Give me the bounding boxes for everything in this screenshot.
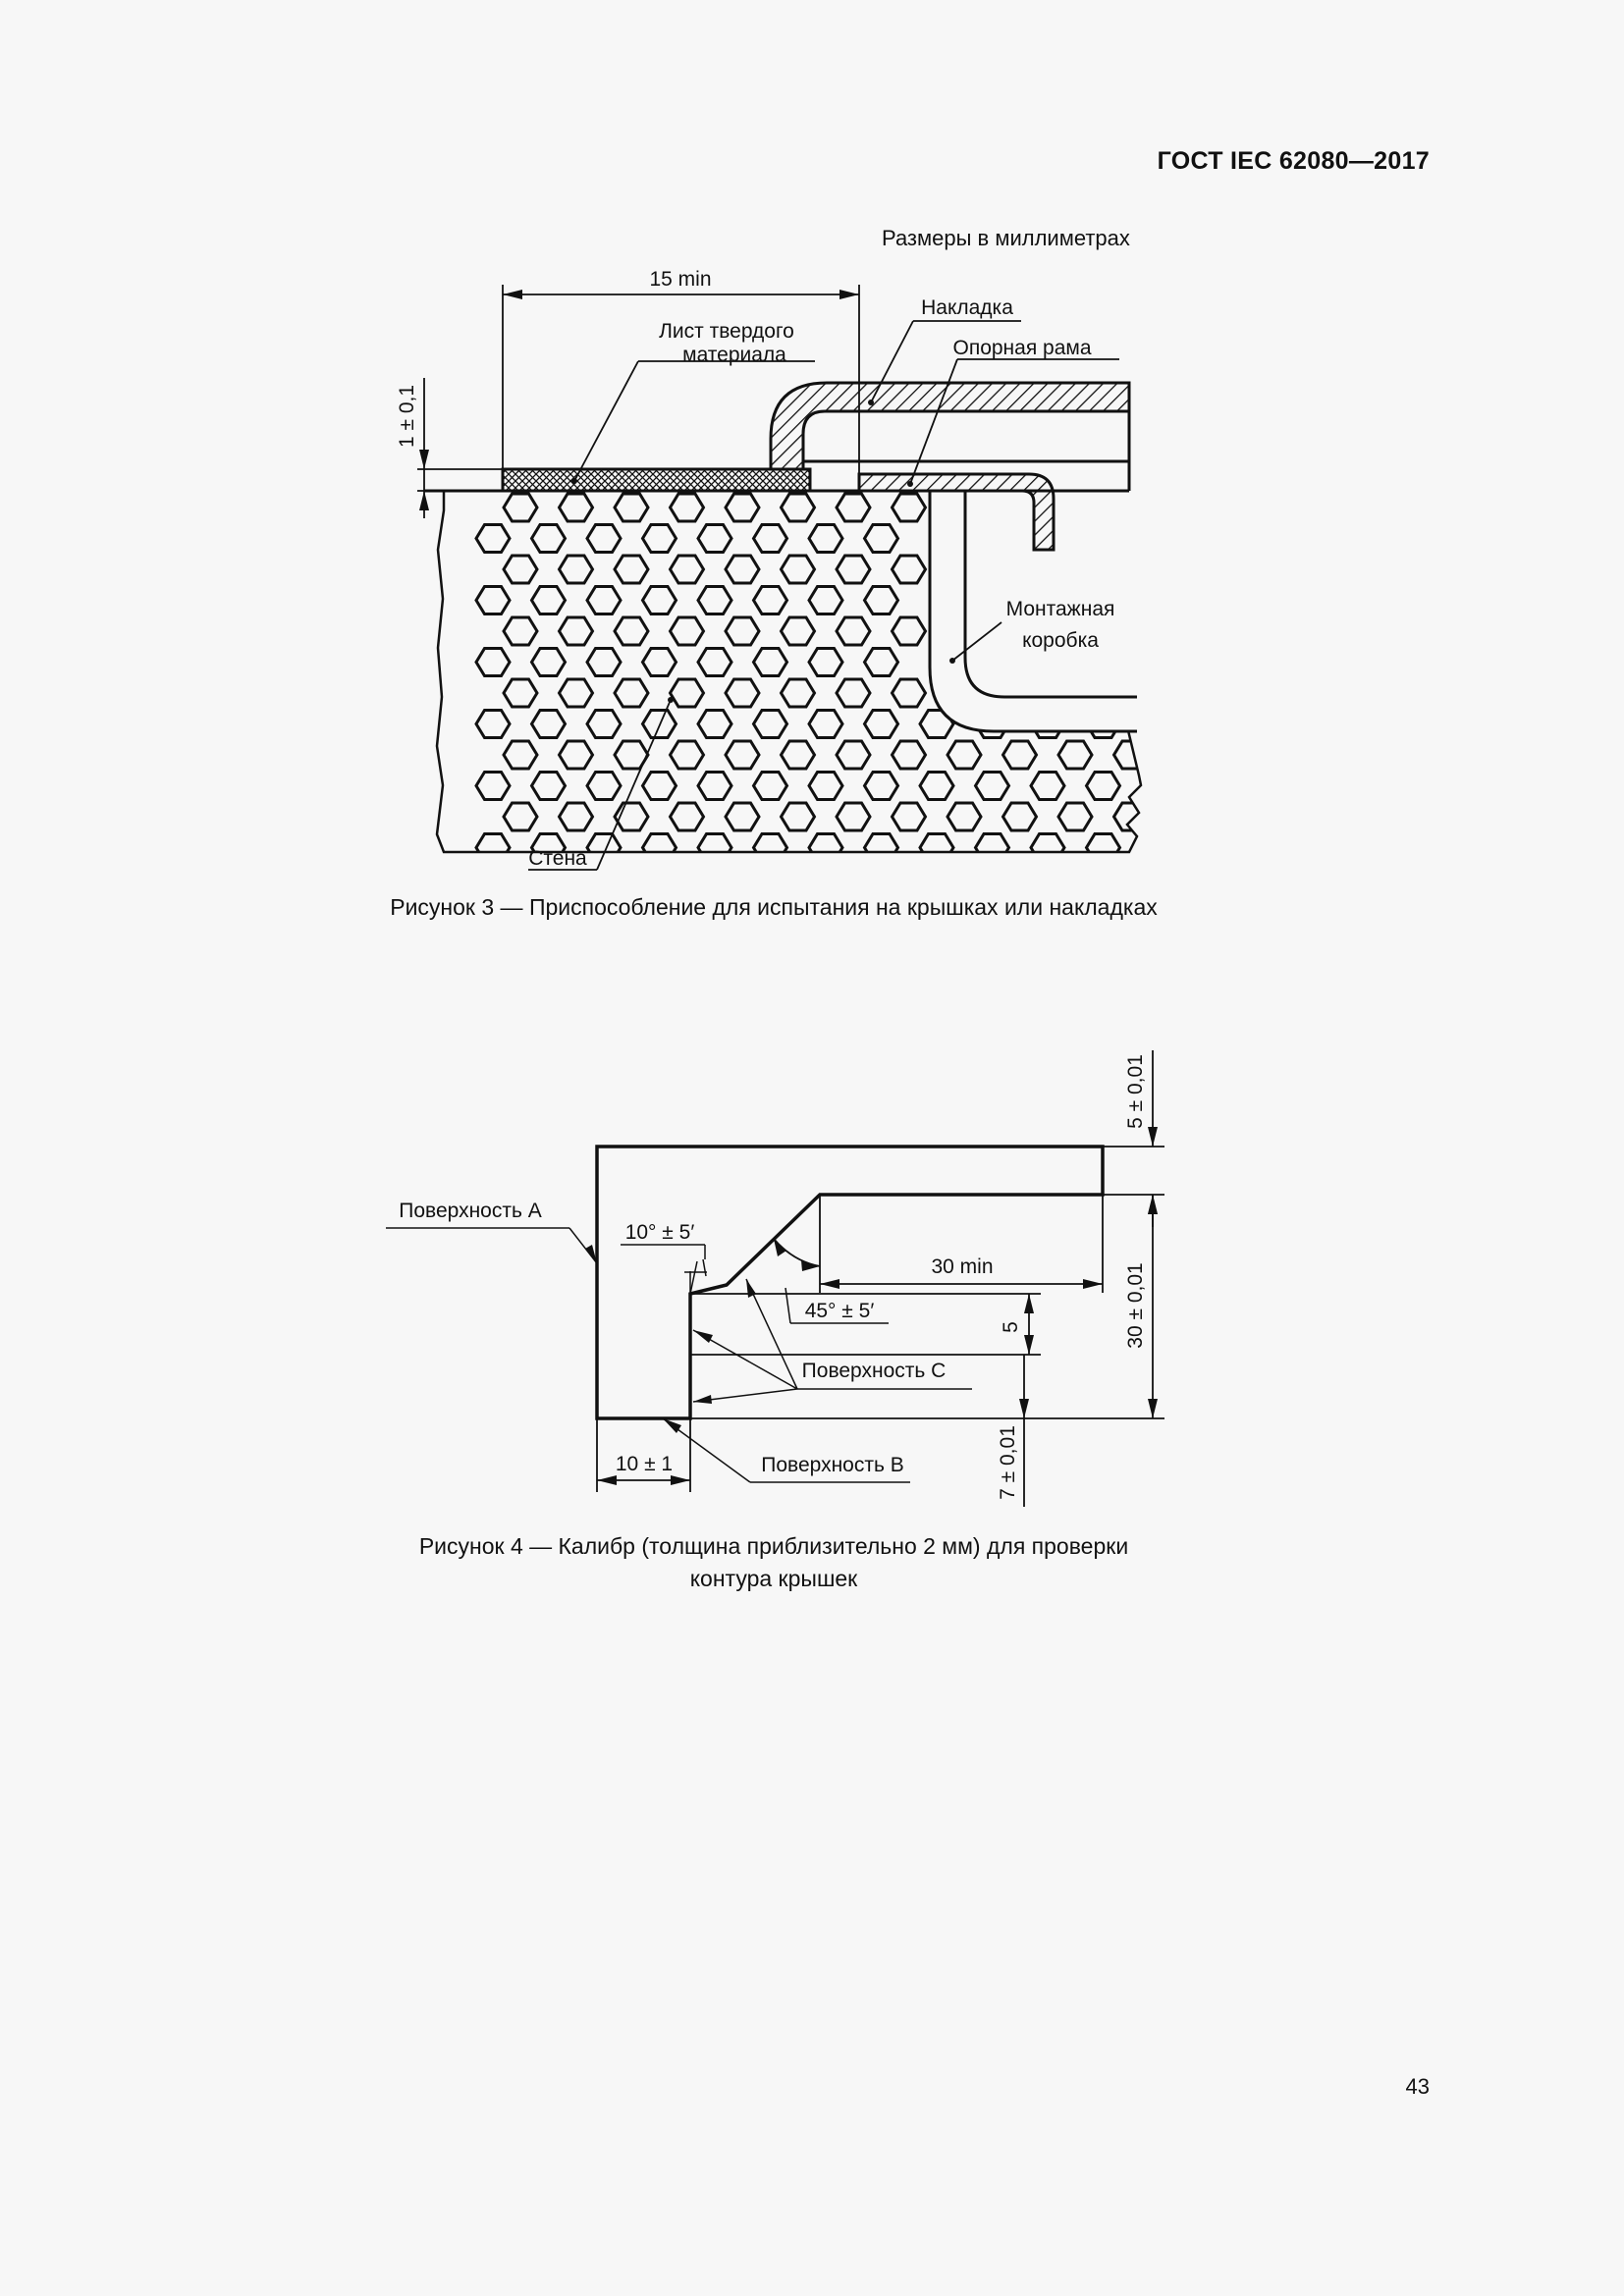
- wall-hexagon: [865, 649, 898, 676]
- wall-hexagon: [893, 679, 926, 707]
- wall-hexagon: [809, 587, 842, 614]
- wall-hexagon: [782, 803, 815, 830]
- wall-hexagon: [754, 834, 787, 862]
- wall-hexagon: [837, 494, 870, 521]
- wall-hexagon: [587, 834, 621, 862]
- wall-hexagon: [698, 773, 731, 800]
- wall-hexagon: [587, 587, 621, 614]
- page-number: 43: [1405, 2074, 1430, 2099]
- units-note: Размеры в миллиметрах: [882, 226, 1130, 250]
- wall-hexagon: [782, 617, 815, 645]
- wall-hexagon: [587, 525, 621, 553]
- wall-hexagon: [504, 556, 537, 583]
- label-mounting-box-line2: коробка: [1022, 629, 1099, 652]
- wall-hexagon: [782, 494, 815, 521]
- wall-hexagon: [726, 741, 759, 769]
- wall-hexagon: [615, 679, 648, 707]
- wall-hexagon: [698, 587, 731, 614]
- wall-hexagon: [476, 773, 510, 800]
- figure-4: [373, 1036, 1198, 1526]
- wall-hexagon: [1058, 741, 1092, 769]
- wall-hexagon: [532, 773, 566, 800]
- wall-hexagon: [615, 556, 648, 583]
- label-overlay: Накладка: [921, 296, 1013, 319]
- dim-30-tol: 30 ± 0,01: [1124, 1262, 1147, 1349]
- wall-hexagon: [643, 834, 677, 862]
- wall-hexagon: [865, 773, 898, 800]
- wall-hexagon: [754, 649, 787, 676]
- wall-hexagon: [698, 834, 731, 862]
- wall-hexagon: [893, 617, 926, 645]
- wall-hexagon: [560, 679, 593, 707]
- figure-4-caption: [356, 1530, 1191, 1595]
- wall-hexagon: [754, 711, 787, 738]
- label-surface-c: Поверхность С: [801, 1360, 947, 1382]
- label-surface-a: Поверхность А: [399, 1200, 542, 1222]
- wall-hexagon: [754, 525, 787, 553]
- wall-hexagon: [671, 556, 704, 583]
- figure-4-caption-line1: Рисунок 4 — Калибр (толщина приблизительно 2 мм) для проверки: [418, 1533, 1129, 1559]
- wall-hexagon: [865, 525, 898, 553]
- dim-30-min: 30 min: [931, 1255, 994, 1278]
- wall-hexagon: [504, 494, 537, 521]
- wall-hexagon: [504, 803, 537, 830]
- wall-hexagon: [809, 834, 842, 862]
- wall-hexagon: [643, 649, 677, 676]
- figure-3-drawing: [373, 250, 1159, 879]
- wall-hexagon: [947, 741, 981, 769]
- wall-hexagon: [587, 773, 621, 800]
- wall-hexagon: [893, 494, 926, 521]
- wall-hexagon: [476, 649, 510, 676]
- wall-hexagon: [560, 494, 593, 521]
- wall-hexagon: [671, 494, 704, 521]
- wall-hexagon: [532, 649, 566, 676]
- dim-5-tol: 5 ± 0,01: [1124, 1054, 1147, 1129]
- label-sheet-line2: материала: [682, 344, 786, 366]
- wall-hexagon: [809, 525, 842, 553]
- wall-hexagon: [587, 649, 621, 676]
- wall-hexagon: [865, 587, 898, 614]
- dim-thickness: 1 ± 0,1: [396, 384, 418, 449]
- wall-hexagon: [809, 711, 842, 738]
- wall-hexagon: [615, 617, 648, 645]
- figure-4-caption-line2: контура крышек: [689, 1566, 858, 1591]
- label-sheet-line1: Лист твердого: [659, 320, 794, 343]
- hard-sheet: [503, 469, 810, 491]
- wall-hexagon: [754, 587, 787, 614]
- wall-hexagon: [726, 556, 759, 583]
- wall-hexagon: [643, 773, 677, 800]
- wall-hexagon: [837, 617, 870, 645]
- wall-hexagon: [976, 834, 1009, 862]
- wall-hexagon: [726, 679, 759, 707]
- label-wall: Стена: [528, 847, 587, 870]
- wall-hexagon: [587, 711, 621, 738]
- figure-3: [373, 250, 1159, 879]
- wall-hexagon: [671, 679, 704, 707]
- wall-hexagon: [837, 556, 870, 583]
- wall-hexagon: [726, 803, 759, 830]
- wall-hexagon: [476, 587, 510, 614]
- wall-hexagon: [698, 711, 731, 738]
- wall-hexagon: [920, 773, 953, 800]
- wall-hexagon: [643, 587, 677, 614]
- wall-hexagon: [809, 773, 842, 800]
- wall-hexagon: [671, 803, 704, 830]
- dim-5: 5: [1000, 1321, 1022, 1333]
- wall-hexagon: [1031, 773, 1064, 800]
- wall-hexagon: [976, 773, 1009, 800]
- wall-hexagon: [1058, 803, 1092, 830]
- wall-hexagon: [532, 711, 566, 738]
- wall-hexagon: [920, 834, 953, 862]
- wall-hexagon: [504, 679, 537, 707]
- dim-7-tol: 7 ± 0,01: [997, 1425, 1019, 1500]
- wall-hexagon: [560, 741, 593, 769]
- figure-4-drawing: [373, 1036, 1198, 1526]
- wall-hexagon: [560, 617, 593, 645]
- wall-hexagon: [865, 711, 898, 738]
- label-support-frame: Опорная рама: [952, 337, 1092, 359]
- wall-hexagon: [782, 741, 815, 769]
- overlay-plate: [771, 383, 1129, 469]
- wall-hexagon: [532, 525, 566, 553]
- wall-hexagon: [615, 494, 648, 521]
- wall-hexagon: [671, 741, 704, 769]
- wall-hexagon: [1003, 741, 1037, 769]
- wall-hexagon: [504, 617, 537, 645]
- wall-hexagon: [837, 741, 870, 769]
- wall-hexagon: [754, 773, 787, 800]
- wall-hexagon: [782, 679, 815, 707]
- dim-15min: 15 min: [649, 268, 712, 291]
- wall-hexagon: [476, 834, 510, 862]
- label-surface-b: Поверхность В: [761, 1454, 904, 1476]
- wall-hexagon: [698, 525, 731, 553]
- wall-hexagon: [837, 803, 870, 830]
- wall-hexagon: [893, 556, 926, 583]
- wall-hexagon: [560, 803, 593, 830]
- wall-hexagon: [782, 556, 815, 583]
- wall-hexagon: [1003, 803, 1037, 830]
- wall-hexagon: [476, 711, 510, 738]
- wall-hexagon: [643, 525, 677, 553]
- wall-hexagon: [837, 679, 870, 707]
- wall-hexagon: [1087, 834, 1120, 862]
- wall-hexagon: [560, 556, 593, 583]
- wall-hexagon: [893, 803, 926, 830]
- wall-hexagon: [893, 741, 926, 769]
- wall-hexagon: [698, 649, 731, 676]
- wall-hexagon: [726, 617, 759, 645]
- wall-hexagon: [504, 741, 537, 769]
- wall-hexagon: [1114, 803, 1148, 830]
- wall-hexagon: [726, 494, 759, 521]
- wall-hexagon: [947, 803, 981, 830]
- label-angle-10: 10° ± 5′: [624, 1221, 695, 1244]
- dim-10: 10 ± 1: [615, 1453, 674, 1475]
- wall-hexagon: [1087, 773, 1120, 800]
- wall-hexagon: [1031, 834, 1064, 862]
- figure-3-caption: Рисунок 3 — Приспособление для испытания на крышках или накладках: [390, 894, 1158, 920]
- wall-hexagon: [865, 834, 898, 862]
- label-mounting-box-line1: Монтажная: [1005, 598, 1115, 620]
- label-angle-45: 45° ± 5′: [804, 1300, 875, 1322]
- wall-hexagon: [809, 649, 842, 676]
- wall-hexagon: [476, 525, 510, 553]
- wall-hexagon: [532, 587, 566, 614]
- wall-hexagon: [671, 617, 704, 645]
- document-header: ГОСТ IEC 62080—2017: [1157, 147, 1430, 175]
